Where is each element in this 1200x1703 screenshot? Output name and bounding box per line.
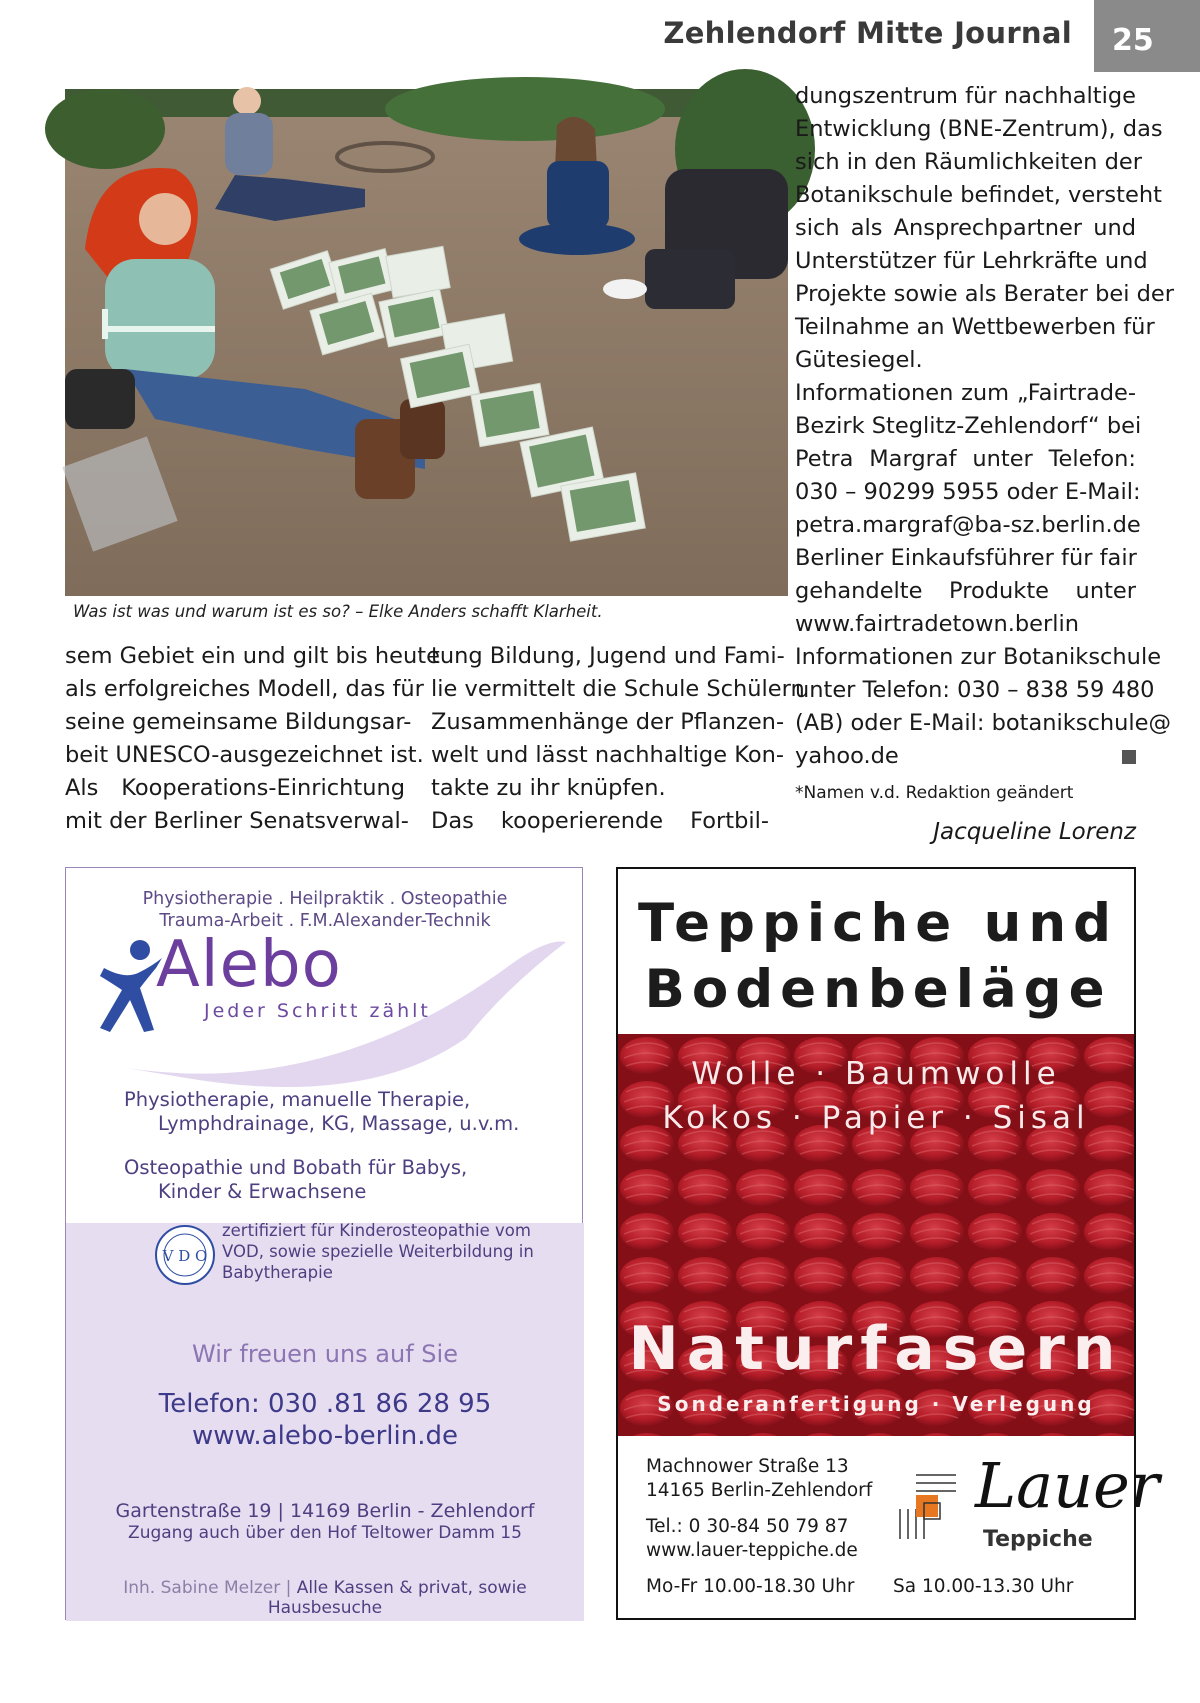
text-line: dungszentrum für nachhaltige <box>795 83 1136 109</box>
text-line: petra.margraf@ba-sz.berlin.de <box>795 512 1141 538</box>
text-line: Informationen zur Botanikschule <box>795 644 1162 670</box>
text-line: Wolle · Baumwolle <box>691 1056 1061 1092</box>
text-line: www.fairtradetown.berlin <box>795 611 1080 637</box>
text-line: als erfolgreiches Modell, das für <box>65 676 424 702</box>
journal-title: Zehlendorf Mitte Journal <box>663 16 1072 50</box>
ad-payment: Alle Kassen & privat, sowie Hausbesuche <box>267 1578 527 1618</box>
ad-website-link[interactable]: www.lauer-teppiche.de <box>646 1540 858 1561</box>
text-line: Informationen zum „Fairtrade- <box>795 380 1136 406</box>
article-author: Jacqueline Lorenz <box>933 819 1136 845</box>
article-column-2 <box>431 640 805 838</box>
ad-phone: Tel.: 0 30-84 50 79 87 <box>646 1516 849 1537</box>
text-line: sich als Ansprechpartner und <box>795 215 1136 241</box>
text-line: Babytherapie <box>222 1263 333 1282</box>
text-line: Lymphdrainage, KG, Massage, u.v.m. <box>158 1112 520 1135</box>
text-line: beit UNESCO-ausgezeichnet ist. <box>65 742 424 768</box>
ad-contact <box>66 1388 584 1452</box>
text-line: Kokos · Papier · Sisal <box>662 1100 1090 1136</box>
text-line: takte zu ihr knüpfen. <box>431 775 666 801</box>
text-line: Kinder & Erwachsene <box>158 1180 367 1203</box>
text-line: Als Kooperations-Einrichtung <box>65 775 405 801</box>
seal-letters: V D O <box>162 1247 208 1265</box>
ad-footer <box>66 1578 584 1618</box>
text-line <box>795 740 1136 773</box>
ad-subline: Sonderanfertigung · Verlegung <box>657 1392 1095 1416</box>
end-mark-icon <box>1122 750 1136 764</box>
ad-headline: Naturfasern <box>628 1314 1124 1384</box>
text-line: Gütesiegel. <box>795 347 923 373</box>
ad-slogan: Jeder Schritt zählt <box>204 1000 431 1022</box>
ad-owner: Inh. Sabine Melzer | <box>123 1578 292 1598</box>
lauer-logo-grid-icon <box>896 1469 968 1541</box>
text-line: Physiotherapie . Heilpraktik . Osteopathie <box>142 889 508 909</box>
ad-top-services <box>66 888 584 932</box>
text-line: Projekte sowie als Berater bei der <box>795 281 1174 307</box>
lauer-brand-subtitle: Teppiche <box>983 1527 1093 1552</box>
ad-welcome: Wir freuen uns auf Sie <box>192 1340 458 1368</box>
text-line: Botanikschule befindet, versteht <box>795 182 1162 208</box>
text-line: Entwicklung (BNE-Zentrum), das <box>795 116 1163 142</box>
ad-city: 14165 Berlin-Zehlendorf <box>646 1480 873 1501</box>
text-line: lie vermittelt die Schule Schülern <box>431 676 805 702</box>
editor-note: *Namen v.d. Redaktion geändert <box>795 783 1074 803</box>
text-line: Osteopathie und Bobath für Babys, <box>124 1156 468 1179</box>
alebo-logo: Alebo <box>156 928 342 1002</box>
text-line: VOD, sowie spezielle Weiterbildung in <box>222 1242 534 1261</box>
photo-illustration <box>65 89 788 596</box>
text-line: tung Bildung, Jugend und Fami- <box>431 643 785 669</box>
text-line: Teilnahme an Wettbewerben für <box>795 314 1155 340</box>
text-line: Das kooperierende Fortbil- <box>431 808 769 834</box>
vod-seal-icon <box>154 1224 216 1286</box>
text-line: Trauma-Arbeit . F.M.Alexander-Technik <box>159 911 491 931</box>
text-line: Zusammenhänge der Pflanzen- <box>431 709 785 735</box>
ad-hours-saturday: Sa 10.00-13.30 Uhr <box>893 1576 1074 1597</box>
ad-address <box>66 1500 584 1544</box>
text-line: Gartenstraße 19 | 14169 Berlin - Zehlendorf <box>115 1500 535 1522</box>
text-line: Berliner Einkaufsführer für fair <box>795 545 1137 571</box>
ad-contact-info <box>646 1455 872 1563</box>
wool-texture-panel <box>618 1034 1134 1436</box>
text-line: unter Telefon: 030 – 838 59 480 <box>795 677 1155 703</box>
photo-caption: Was ist was und warum ist es so? – Elke Anders schafft Klarheit. <box>73 602 603 621</box>
alebo-advertisement <box>65 867 583 1620</box>
page-number: 25 <box>1094 0 1200 72</box>
text-line: Teppiche und <box>637 893 1119 954</box>
text-line: sem Gebiet ein und gilt bis heute <box>65 643 440 669</box>
ad-street: Machnower Straße 13 <box>646 1456 849 1477</box>
text-line: (AB) oder E-Mail: botanikschule@ <box>795 710 1172 736</box>
ad-materials <box>618 1052 1134 1140</box>
text-line: sich in den Räumlichkeiten der <box>795 149 1142 175</box>
text-line: mit der Berliner Senatsverwal- <box>65 808 409 834</box>
text-line: zertifiziert für Kinderosteopathie vom <box>222 1221 531 1240</box>
text-line: gehandelte Produkte unter <box>795 578 1136 604</box>
text-line: Physiotherapie, manuelle Therapie, <box>124 1088 471 1111</box>
lauer-advertisement <box>616 867 1160 1620</box>
text-line: welt und lässt nachhaltige Kon- <box>431 742 784 768</box>
article-photo <box>65 89 788 596</box>
text-fragment: yahoo.de <box>795 743 899 769</box>
ad-phone: Telefon: 030 .81 86 28 95 <box>158 1389 492 1419</box>
ad-hours-weekday: Mo-Fr 10.00-18.30 Uhr <box>646 1576 855 1597</box>
text-line: Unterstützer für Lehrkräfte und <box>795 248 1148 274</box>
lauer-brand-logo: Lauer <box>975 1449 1160 1522</box>
ad-website-link[interactable]: www.alebo-berlin.de <box>192 1421 458 1451</box>
ad-certification <box>222 1220 534 1283</box>
text-line: 030 – 90299 5955 oder E-Mail: <box>795 479 1141 505</box>
article-column-1 <box>65 640 440 838</box>
text-line: Petra Margraf unter Telefon: <box>795 446 1136 472</box>
ad-therapy-list <box>124 1088 519 1204</box>
ad-title <box>618 891 1138 1023</box>
text-line: seine gemeinsame Bildungsar- <box>65 709 412 735</box>
text-line: Zugang auch über den Hof Teltower Damm 15 <box>128 1523 522 1543</box>
article-column-3 <box>795 80 1174 849</box>
text-line: Bezirk Steglitz-Zehlendorf“ bei <box>795 413 1142 439</box>
text-line: Bodenbeläge <box>644 959 1112 1020</box>
